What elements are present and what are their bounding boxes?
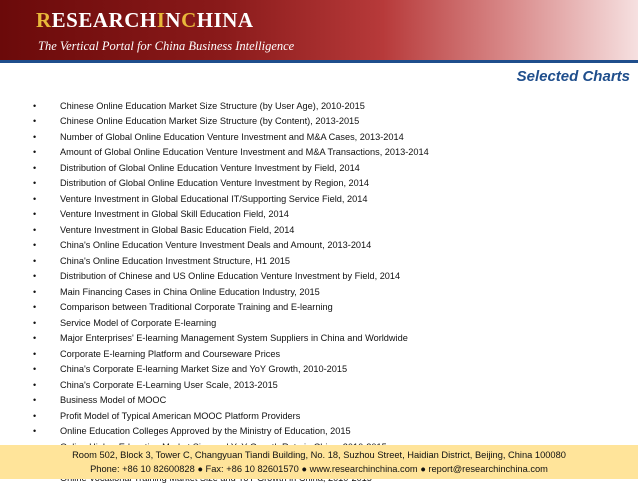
- bullet-icon: •: [33, 240, 37, 251]
- bullet-icon: •: [33, 410, 37, 421]
- logo-letter-r: R: [36, 8, 52, 32]
- bullet-icon: •: [33, 116, 37, 127]
- list-item: [33, 393, 429, 409]
- list-item: [33, 362, 429, 378]
- bullet-icon: •: [33, 178, 37, 189]
- list-item-text: Chinese Online Education Market Size Structure (by Content), 2013-2015: [60, 116, 360, 127]
- list-item: [33, 253, 429, 269]
- bullet-icon: •: [33, 162, 37, 173]
- bullet-icon: •: [33, 348, 37, 359]
- list-item-text: China's Online Education Investment Structure, H1 2015: [60, 255, 291, 266]
- logo-letter-i: I: [156, 8, 166, 32]
- bullet-icon: •: [33, 100, 37, 111]
- list-item: [33, 191, 429, 207]
- footer-address: Room 502, Block 3, Tower C, Changyuan Tiandi Building, No. 18, Suzhou Street, Haidian District, Beijing, China 100080: [72, 450, 566, 460]
- list-item-text: Distribution of Chinese and US Online Education Venture Investment by Field, 2014: [60, 271, 401, 282]
- list-item-text: Profit Model of Typical American MOOC Platform Providers: [60, 410, 301, 421]
- list-item: [33, 284, 429, 300]
- bullet-icon: •: [33, 286, 37, 297]
- logo-letter-n: N: [165, 8, 182, 32]
- bullet-icon: •: [33, 271, 37, 282]
- list-item-text: Online Education Colleges Approved by the Ministry of Education, 2015: [60, 426, 351, 437]
- list-item-text: China's Corporate E-learning Market Size and YoY Growth, 2010-2015: [60, 364, 348, 375]
- list-item: [33, 346, 429, 362]
- list-item-text: Venture Investment in Global Educational IT/Supporting Service Field, 2014: [60, 193, 368, 204]
- bullet-icon: •: [33, 224, 37, 235]
- list-item-text: Amount of Global Online Education Venture Investment and M&A Transactions, 2013-2014: [60, 147, 429, 158]
- bullet-icon: •: [33, 131, 37, 142]
- bullet-icon: •: [33, 193, 37, 204]
- list-item: [33, 145, 429, 161]
- logo-text-hina: HINA: [196, 8, 254, 32]
- list-item: [33, 238, 429, 254]
- list-item-text: Venture Investment in Global Skill Education Field, 2014: [60, 209, 289, 220]
- list-item: [33, 160, 429, 176]
- bullet-icon: •: [33, 255, 37, 266]
- list-item-text: Chinese Online Education Market Size Structure (by User Age), 2010-2015: [60, 100, 365, 111]
- list-item-text: Main Financing Cases in China Online Education Industry, 2015: [60, 286, 320, 297]
- bullet-icon: •: [33, 364, 37, 375]
- list-item: [33, 424, 429, 440]
- list-item-text: Venture Investment in Global Basic Education Field, 2014: [60, 224, 295, 235]
- footer-contact: Phone: +86 10 82600828 ● Fax: +86 10 82601570 ● www.researchinchina.com ● report@researchinchina.com: [90, 464, 548, 474]
- researchinchina-logo: [36, 8, 254, 33]
- list-item-text: Comparison between Traditional Corporate Training and E-learning: [60, 302, 333, 313]
- footer: [0, 445, 638, 479]
- list-item: [33, 300, 429, 316]
- chart-list: [33, 98, 429, 486]
- list-item-text: Service Model of Corporate E-learning: [60, 317, 217, 328]
- list-item: [33, 98, 429, 114]
- list-item-text: China's Online Education Venture Investment Deals and Amount, 2013-2014: [60, 240, 372, 251]
- logo-letter-c: C: [181, 8, 197, 32]
- tagline: The Vertical Portal for China Business Intelligence: [38, 39, 295, 53]
- list-item: [33, 331, 429, 347]
- bullet-icon: •: [33, 333, 37, 344]
- bullet-icon: •: [33, 302, 37, 313]
- bullet-icon: •: [33, 426, 37, 437]
- list-item: [33, 114, 429, 130]
- bullet-icon: •: [33, 395, 37, 406]
- bullet-icon: •: [33, 147, 37, 158]
- bullet-icon: •: [33, 317, 37, 328]
- bullet-icon: •: [33, 379, 37, 390]
- list-item: [33, 408, 429, 424]
- list-item-text: Number of Global Online Education Venture Investment and M&A Cases, 2013-2014: [60, 131, 404, 142]
- list-item: [33, 377, 429, 393]
- header-divider: [0, 60, 638, 63]
- list-item: [33, 269, 429, 285]
- section-title: Selected Charts: [516, 68, 630, 85]
- header-banner: [0, 0, 638, 60]
- bullet-icon: •: [33, 209, 37, 220]
- list-item: [33, 129, 429, 145]
- list-item: [33, 207, 429, 223]
- list-item-text: Business Model of MOOC: [60, 395, 167, 406]
- list-item: [33, 222, 429, 238]
- list-item-text: Major Enterprises' E-learning Management System Suppliers in China and Worldwide: [60, 333, 408, 344]
- list-item-text: Distribution of Global Online Education Venture Investment by Region, 2014: [60, 178, 369, 189]
- list-item: [33, 315, 429, 331]
- list-item: [33, 176, 429, 192]
- list-item-text: Distribution of Global Online Education Venture Investment by Field, 2014: [60, 162, 360, 173]
- list-item-text: China's Corporate E-Learning User Scale, 2013-2015: [60, 379, 278, 390]
- list-item-text: Corporate E-learning Platform and Courseware Prices: [60, 348, 281, 359]
- logo-text-esearch: ESEARCH: [51, 8, 157, 32]
